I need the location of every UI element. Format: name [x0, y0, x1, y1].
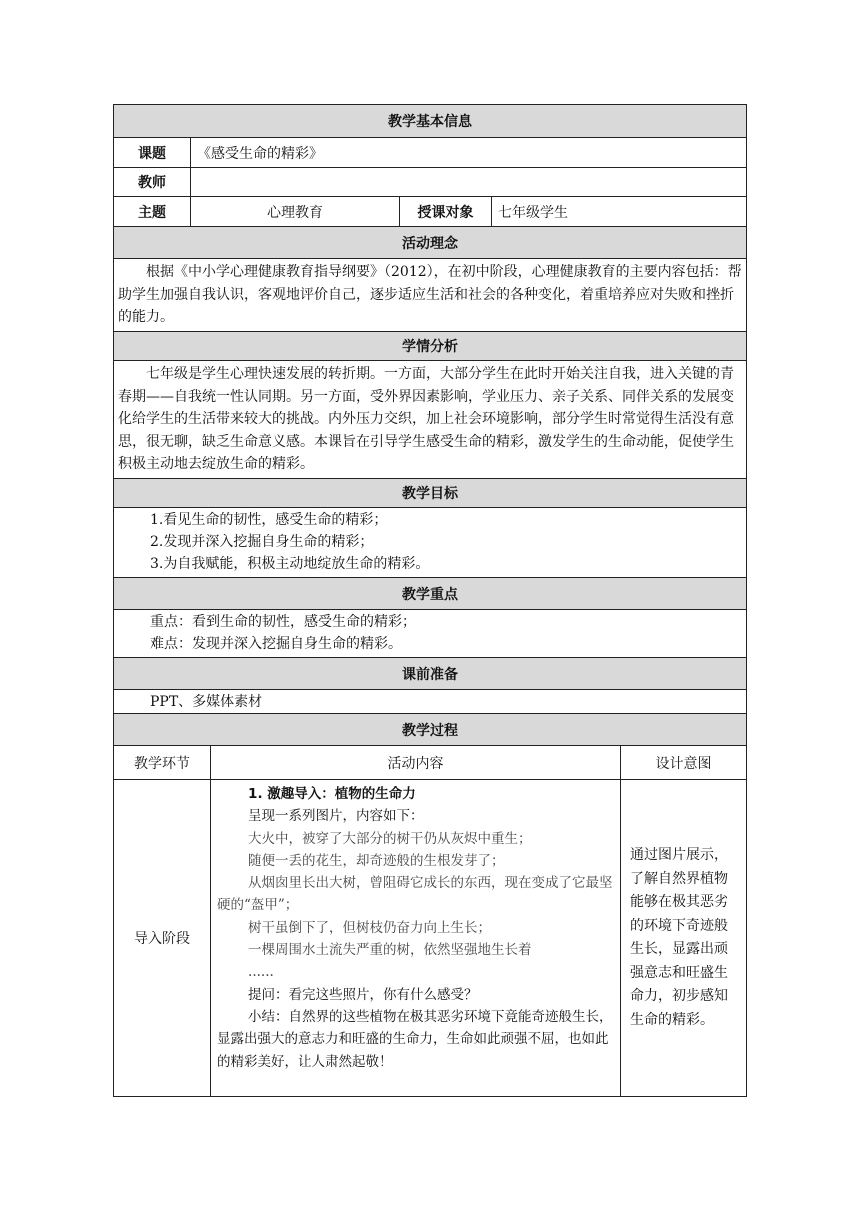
process-header-text: 教学过程: [402, 722, 458, 739]
content-cell: [210, 780, 620, 1096]
teacher-label: 教师: [138, 175, 166, 191]
focus-key: 重点：看到生命的韧性，感受生命的精彩；: [150, 614, 416, 630]
activity-line-5: 树干虽倒下了，但树枝仍奋力向上生长；: [248, 919, 492, 936]
intent-cell: [620, 780, 746, 1096]
activity-title: 1. 激趣导入：植物的生命力: [248, 786, 416, 802]
col-intent-header: 设计意图: [620, 746, 746, 779]
goals-header: [113, 479, 747, 508]
process-row-intro: [113, 780, 747, 1097]
analysis-body: [113, 361, 747, 479]
teacher-value: [190, 168, 746, 196]
process-header: [113, 714, 747, 746]
prep-header-text: 课前准备: [402, 666, 458, 683]
col-stage-header: 教学环节: [134, 755, 190, 772]
concept-text: 根据《中小学心理健康教育指导纲要》（2012），在初中阶段，心理健康教育的主要内容包括：帮助学生加强自我认识，客观地评价自己，逐步适应生活和社会的各种变化，着重培养应对失败和挫折的能力。: [118, 264, 742, 325]
activity-summary: 小结：自然界的这些植物在极其恶劣环境下竟能奇迹般生长，显露出强大的意志力和旺盛的生命力，生命如此顽强不屈，也如此的精彩美好，让人肃然起敬！: [217, 1008, 613, 1070]
focus-difficulty: 难点：发现并深入挖掘自身生命的精彩。: [150, 636, 402, 652]
goals-header-text: 教学目标: [402, 486, 458, 502]
topic-row: [113, 138, 747, 168]
activity-line-3: 随便一丢的花生，却奇迹般的生根发芽了；: [248, 852, 505, 869]
audience-value: 七年级学生: [491, 197, 746, 226]
goal-item-3: 3.为自我赋能，积极主动地绽放生命的精彩。: [150, 556, 430, 572]
basic-info-header-text: 教学基本信息: [388, 114, 472, 130]
goal-item-2: 2.发现并深入挖掘自身生命的精彩；: [150, 534, 374, 550]
prep-text: PPT、多媒体素材: [150, 694, 263, 710]
goals-body: [113, 508, 747, 578]
analysis-header-text: 学情分析: [402, 339, 458, 355]
topic-label: 课题: [138, 145, 166, 162]
goal-item-1: 1.看见生命的韧性，感受生命的精彩；: [150, 512, 388, 528]
process-column-headers: [113, 746, 747, 780]
teacher-row: [113, 168, 747, 197]
basic-info-header: [113, 104, 747, 138]
activity-line-2: 大火中，被穿了大部分的树干仍从灰烬中重生；: [248, 830, 532, 847]
stage-cell: 导入阶段: [134, 931, 190, 947]
analysis-text: 七年级是学生心理快速发展的转折期。一方面，大部分学生在此时开始关注自我，进入关键的青春期——自我统一性认同期。另一方面，受外界因素影响，学业压力、亲子关系、同伴关系的发展变化给学生的生活带来较大的挑战。内外压力交织，加上社会环境影响，部分学生时常觉得生活没有意思，很无聊，缺乏生命意义感。本课旨在引导学生感受生命的精彩，激发学生的生命动能，促使学生积极主动地去绽放生命的精彩。: [118, 366, 734, 472]
intent-text: 通过图片展示，了解自然界植物能够在极其恶劣的环境下奇迹般生长，显露出顽强意志和旺盛生命力，初步感知生命的精彩。: [630, 847, 728, 1028]
analysis-header: [113, 332, 747, 361]
prep-body: [113, 690, 747, 714]
focus-body: [113, 610, 747, 658]
theme-label: 主题: [138, 204, 166, 221]
col-content-header: 活动内容: [210, 746, 620, 779]
concept-header: [113, 227, 747, 259]
audience-label: 授课对象: [399, 197, 491, 226]
activity-ellipsis: ......: [248, 964, 274, 981]
theme-value: 心理教育: [190, 197, 399, 226]
prep-header: [113, 658, 747, 690]
focus-header-text: 教学重点: [402, 586, 458, 603]
focus-header: [113, 578, 747, 610]
activity-line-1: 呈现一系列图片，内容如下：: [248, 808, 424, 825]
activity-line-6: 一棵周围水土流失严重的树，依然坚强地生长着: [248, 942, 532, 959]
concept-header-text: 活动理念: [402, 235, 458, 252]
activity-question: 提问：看完这些照片，你有什么感受？: [248, 986, 478, 1003]
topic-value: 《感受生命的精彩》: [190, 138, 746, 167]
activity-line-4: 从烟囱里长出大树，曾阻碍它成长的东西，现在变成了它最坚硬的“盔甲”；: [217, 875, 613, 914]
lesson-plan-table: [113, 104, 747, 1097]
concept-body: [113, 259, 747, 332]
theme-row: [113, 197, 747, 227]
